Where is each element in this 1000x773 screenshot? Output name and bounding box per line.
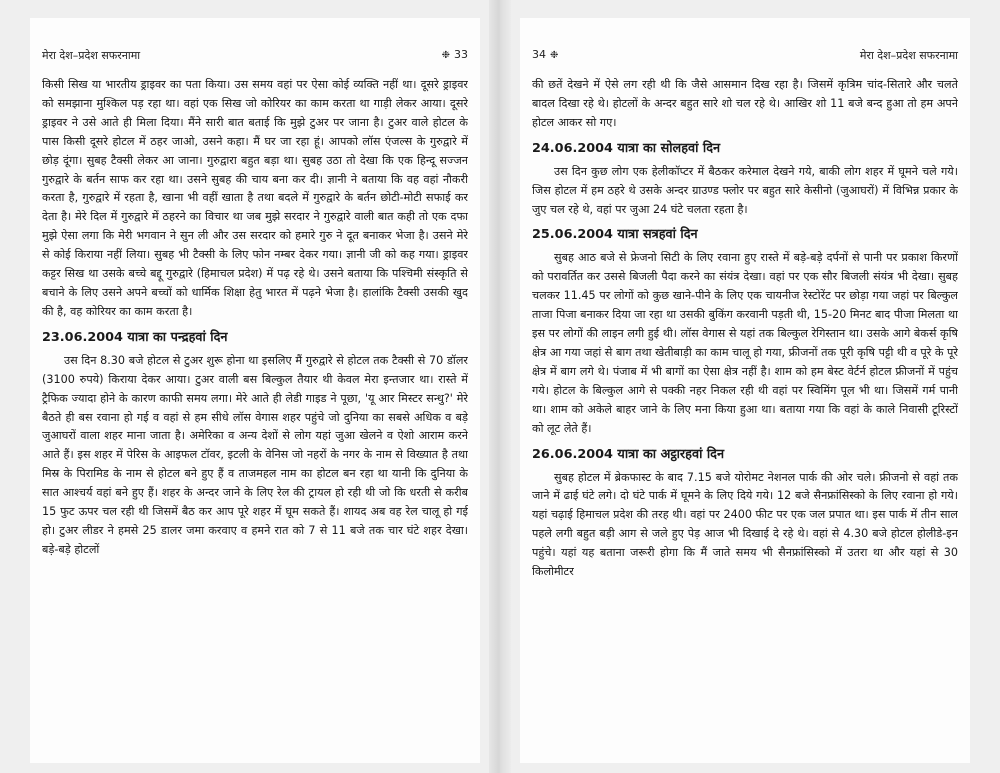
right-heading-3: 26.06.2004 यात्रा का अट्ठारहवां दिन <box>532 446 725 462</box>
right-paragraph-1: की छतें देखने में ऐसे लग रही थी कि जैसे आसमान दिख रहा है। जिसमें कृत्रिम चांद-सितारे और चलते बादल दिखा रहे थे। होटलों के अन्दर बहुत सारे शो चल रहे थे। आखिर शो 11 बजे बन्द हुआ तो हम अपने होटल आकर सो गए। <box>532 78 958 129</box>
right-page <box>520 18 970 763</box>
left-running-header <box>42 48 468 68</box>
left-page <box>30 18 480 763</box>
right-paragraph-4: सुबह होटल में ब्रेकफास्ट के बाद 7.15 बजे योरोमट नेशनल पार्क की ओर चले। फ्रीजनो से वहां तक जाने में ढाई घंटे लगे। दो घंटे पार्क में घूमने के लिए दिये गये। 12 बजे सैनफ्रांसिस्को के लिए रवाना हो गये। यहां चढ़ाई हिमाचल प्रदेश की तरह थी। वहां पर 2400 फीट पर एक जल प्रपात था। इस पार्क में तीन साल पहले लगी बहुत बड़ी आग से जले हुए पेड़ आज भी दिखाई दे रहे थे। वहां से 4.30 बजे होटल होलीडे-इन पहुंचे। यहां यह बताना जरूरी होगा कि मैं जाते समय भी सैनफ्रांसिस्को में उतरा था और यहां से 30 किलोमीटर <box>532 470 958 579</box>
left-paragraph-1: किसी सिख या भारतीय ड्राइवर का पता किया। उस समय वहां पर ऐसा कोई व्यक्ति नहीं था। दूसरे ड्राइवर को समझाना मुश्किल पड़ रहा था। वहां एक सिख जो कोरियर का काम करता था गाड़ी लेकर आया। दूसरे ड्राइवर ने उसे आते ही मिला दिया। मैंने सारी बात बताई कि मुझे टुअर पर जाना है। टुअर वाले होटल के पास किसी दूसरे होटल में ठहर जाओ, उसने कहा। मैं घर जा रहा हूं। आपको लॉस एंजल्स के गुरुद्वारे में छोड़ दूंगा। सुबह टैक्सी लेकर आ जाना। गुरुद्वारा बहुत बड़ा था। सुबह उठा तो देखा कि एक हिन्दू सज्जन गुरुद्वारे के बर्तन साफ कर रहा था। उसने सुबह की चाय बना कर दी। ज्ञानी ने बताया कि वह वहां नौकरी करता है, गुरुद्वारे में रहता है, खाना भी वहीं खाता है तथा बदले में गुरुद्वारे के बर्तन छोटी-मोटी सफाई कर देता है। मेरे दिल में गुरुद्वारे में ठहरने का विचार था जब मुझे सरदार ने गुरुद्वारे वाली बात कही तो एक दफा मुझे ऐसा लगा कि मेरी भगवान ने सुन ली और उस सरदार को हमारे गुरु ने दूत बनाकर भेजा है। उसने मेरे से कोई किराया नहीं लिया। सुबह भी टैक्सी के लिए फोन नम्बर देकर गया। ज्ञानी जी को कह गया। ड्राइवर कट्टर सिख था उसके बच्चे बद्दू गुरुद्वारे (हिमाचल प्रदेश) में पढ़ रहे थे। उसने बताया कि पश्चिमी संस्कृति से बचाने के लिए उसने अपने बच्चों को धार्मिक शिक्षा हेतु भारत में पढ़ने भेजा है। हालांकि टैक्सी उसकी खुद की है, वह कोरियर का काम करता है। <box>42 78 468 318</box>
right-heading-2: 25.06.2004 यात्रा सत्रहवां दिन <box>532 227 698 243</box>
left-page-body <box>42 76 468 763</box>
left-header-title: मेरा देश–प्रदेश सफरनामा <box>42 49 141 62</box>
right-heading-1: 24.06.2004 यात्रा का सोलहवां दिन <box>532 140 721 156</box>
book-gutter <box>489 0 511 773</box>
left-page-number-block <box>438 48 468 61</box>
left-page-number: 33 <box>454 48 468 61</box>
left-paragraph-2: उस दिन 8.30 बजे होटल से टुअर शुरू होना था इसलिए मैं गुरुद्वारे से होटल तक टैक्सी से 70 डॉलर (3100 रुपये) किराया देकर आया। टुअर वाली बस बिल्कुल तैयार थी केवल मेरा इन्तजार था। रास्ते में ट्रैफिक ज्यादा होने के कारण काफी समय लगा। मेरे आते ही लेडी गाइड ने पूछा, 'यू आर मिस्टर सन्धु?' मेरे बैठते ही बस रवाना हो गई व वहां से हम सीधे लॉस वेगास शहर पहुंचे जो दुनिया का सबसे अधिक व बड़े जुआघरों वाला शहर माना जाता है। अमेरिका व अन्य देशों से लोग यहां जुआ खेलने व ऐशो आराम करने आते हैं। इस शहर में पेरिस के आइफल टॉवर, इटली के वेनिस जो नहरों के नगर के नाम से विख्यात है तथा मिस्र के पिरामिड के नाम से होटल बने हुए हैं व ताजमहल नाम का होटल बन रहा था यानी कि दुनिया के सात आश्चर्य वहां बने हुए हैं। शहर के अन्दर जाने के लिए रेल की ट्रायल हो रही थी जो कि धरती से करीब 15 फुट ऊपर चल रही थी जिसमें बैठ कर आप पूरे शहर में घूम सकते हैं। शायद अब वह रेल चालू हो गई हो। टुअर लीडर ने हमसे 25 डालर जमा करवाए व हमने रात को 7 से 11 बजे तक चार घंटे शहर देखा। बड़े-बड़े होटलों <box>42 353 468 556</box>
right-ornament-icon: ❉ <box>550 50 559 61</box>
left-heading-1: 23.06.2004 यात्रा का पन्द्रहवां दिन <box>42 329 228 345</box>
right-paragraph-2: उस दिन कुछ लोग एक हेलीकॉप्टर में बैठकर करेमाल देखने गये, बाकी लोग शहर में घूमने चले गये। जिस होटल में हम ठहरे थे उसके अन्दर ग्राउण्ड फ्लोर पर बहुत सारे केसीनो (जुआघरों) में विभिन्न प्रकार के जुए चल रहे थे, वहां पर जुआ 24 घंटे चलता रहता है। <box>532 164 958 216</box>
right-header-title: मेरा देश–प्रदेश सफरनामा <box>859 49 958 62</box>
right-running-header <box>532 48 958 68</box>
right-page-body <box>532 76 958 763</box>
right-page-number: 34 <box>532 48 546 61</box>
right-page-number-block <box>532 48 562 61</box>
left-ornament-icon: ❉ <box>441 50 450 61</box>
right-paragraph-3: सुबह आठ बजे से फ्रेजनो सिटी के लिए रवाना हुए रास्ते में बड़े-बड़े दर्पनों से पानी पर प्रकाश किरणों को परावर्तित कर उससे बिजली पैदा करने का संयंत्र देखा। वहां पर एक सौर बिजली संयंत्र भी देखा। सुबह चलकर 11.45 पर लोगों को कुछ खाने-पीने के लिए एक चायनीज रेस्टोरेंट पर छोड़ा गया जहां पर बिल्कुल ताजा पिजा बनाकर दिया जा रहा था उसकी बुकिंग करवानी पड़ती थी, 15-20 मिनट बाद पीजा मिलता था इस पर लोगों की लाइन लगी हुई थी। लॉस वेगास से यहां तक बिल्कुल रेगिस्तान था। उसके आगे बेकर्स कृषि क्षेत्र आ गया जहां से बाग तथा खेतीबाड़ी का काम चालू हो गया, फ्रीजनों तक पूरी कृषि पट्टी थी व पूरे के पूरे क्षेत्र में बाग लगे थे। पंजाब में भी बागों का ऐसा क्षेत्र नहीं है। शाम को हम बेस्ट वेर्टर्न होटल फ्रीजनों में पहुंच गये। होटल के बिल्कुल आगे से पक्की नहर निकल रही थी वहां पर स्विमिंग पूल भी था। जिसमें गर्म पानी था। शाम को अकेले बाहर जाने के लिए मना किया हुआ था। बताया गया कि वहां के काले निवासी टूरिस्टों को लूट लेते हैं। <box>532 251 958 435</box>
